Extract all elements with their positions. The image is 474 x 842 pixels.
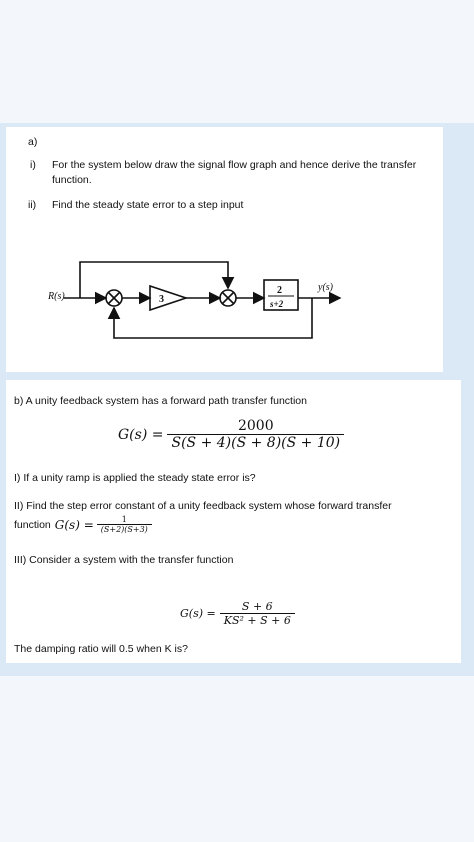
question-a-ii-text: Find the steady state error to a step input [52,199,244,211]
question-a-i-line2: function. [52,174,92,186]
question-b-i: I) If a unity ramp is applied the steady state error is? [14,472,256,484]
question-b-ii-prefix: function [14,518,51,531]
equation-3-numerator: S + 6 [241,600,273,613]
part-b-intro: b) A unity feedback system has a forward path transfer function [14,395,307,407]
part-a-label: a) [28,136,38,148]
question-b-iii: III) Consider a system with the transfer function [14,554,234,566]
block-denominator: s+2 [270,299,284,309]
equation-1-lhs: G(s) = [118,426,164,443]
equation-1-fraction [167,418,344,451]
equation-1-denominator: S(S + 4)(S + 8)(S + 10) [167,434,344,451]
equation-2-lhs: G(s) = [54,517,94,532]
equation-1-numerator: 2000 [237,418,274,434]
equation-1 [118,418,344,451]
equation-3-denominator: KS² + S + 6 [220,613,295,627]
equation-3-lhs: G(s) = [180,607,216,620]
equation-2-numerator: 1 [121,515,127,524]
equation-2-denominator: (S+2)(S+3) [97,524,152,534]
output-label: y(s) [318,282,333,293]
gain-label: 3 [159,294,164,305]
question-a-i-line1: For the system below draw the signal flow graph and hence derive the transfer [52,159,417,171]
question-a-i-number: i) [30,159,36,171]
input-label: R(s) [48,291,65,302]
final-question: The damping ratio will 0.5 when K is? [14,643,188,655]
block-numerator: 2 [277,285,282,296]
equation-2-fraction [97,515,152,534]
equation-3 [180,600,295,627]
question-b-ii-line1: II) Find the step error constant of a unity feedback system whose forward transfer [14,500,392,512]
question-b-ii-line2 [14,515,152,534]
equation-3-fraction [220,600,295,627]
question-a-ii-number: ii) [28,199,37,211]
